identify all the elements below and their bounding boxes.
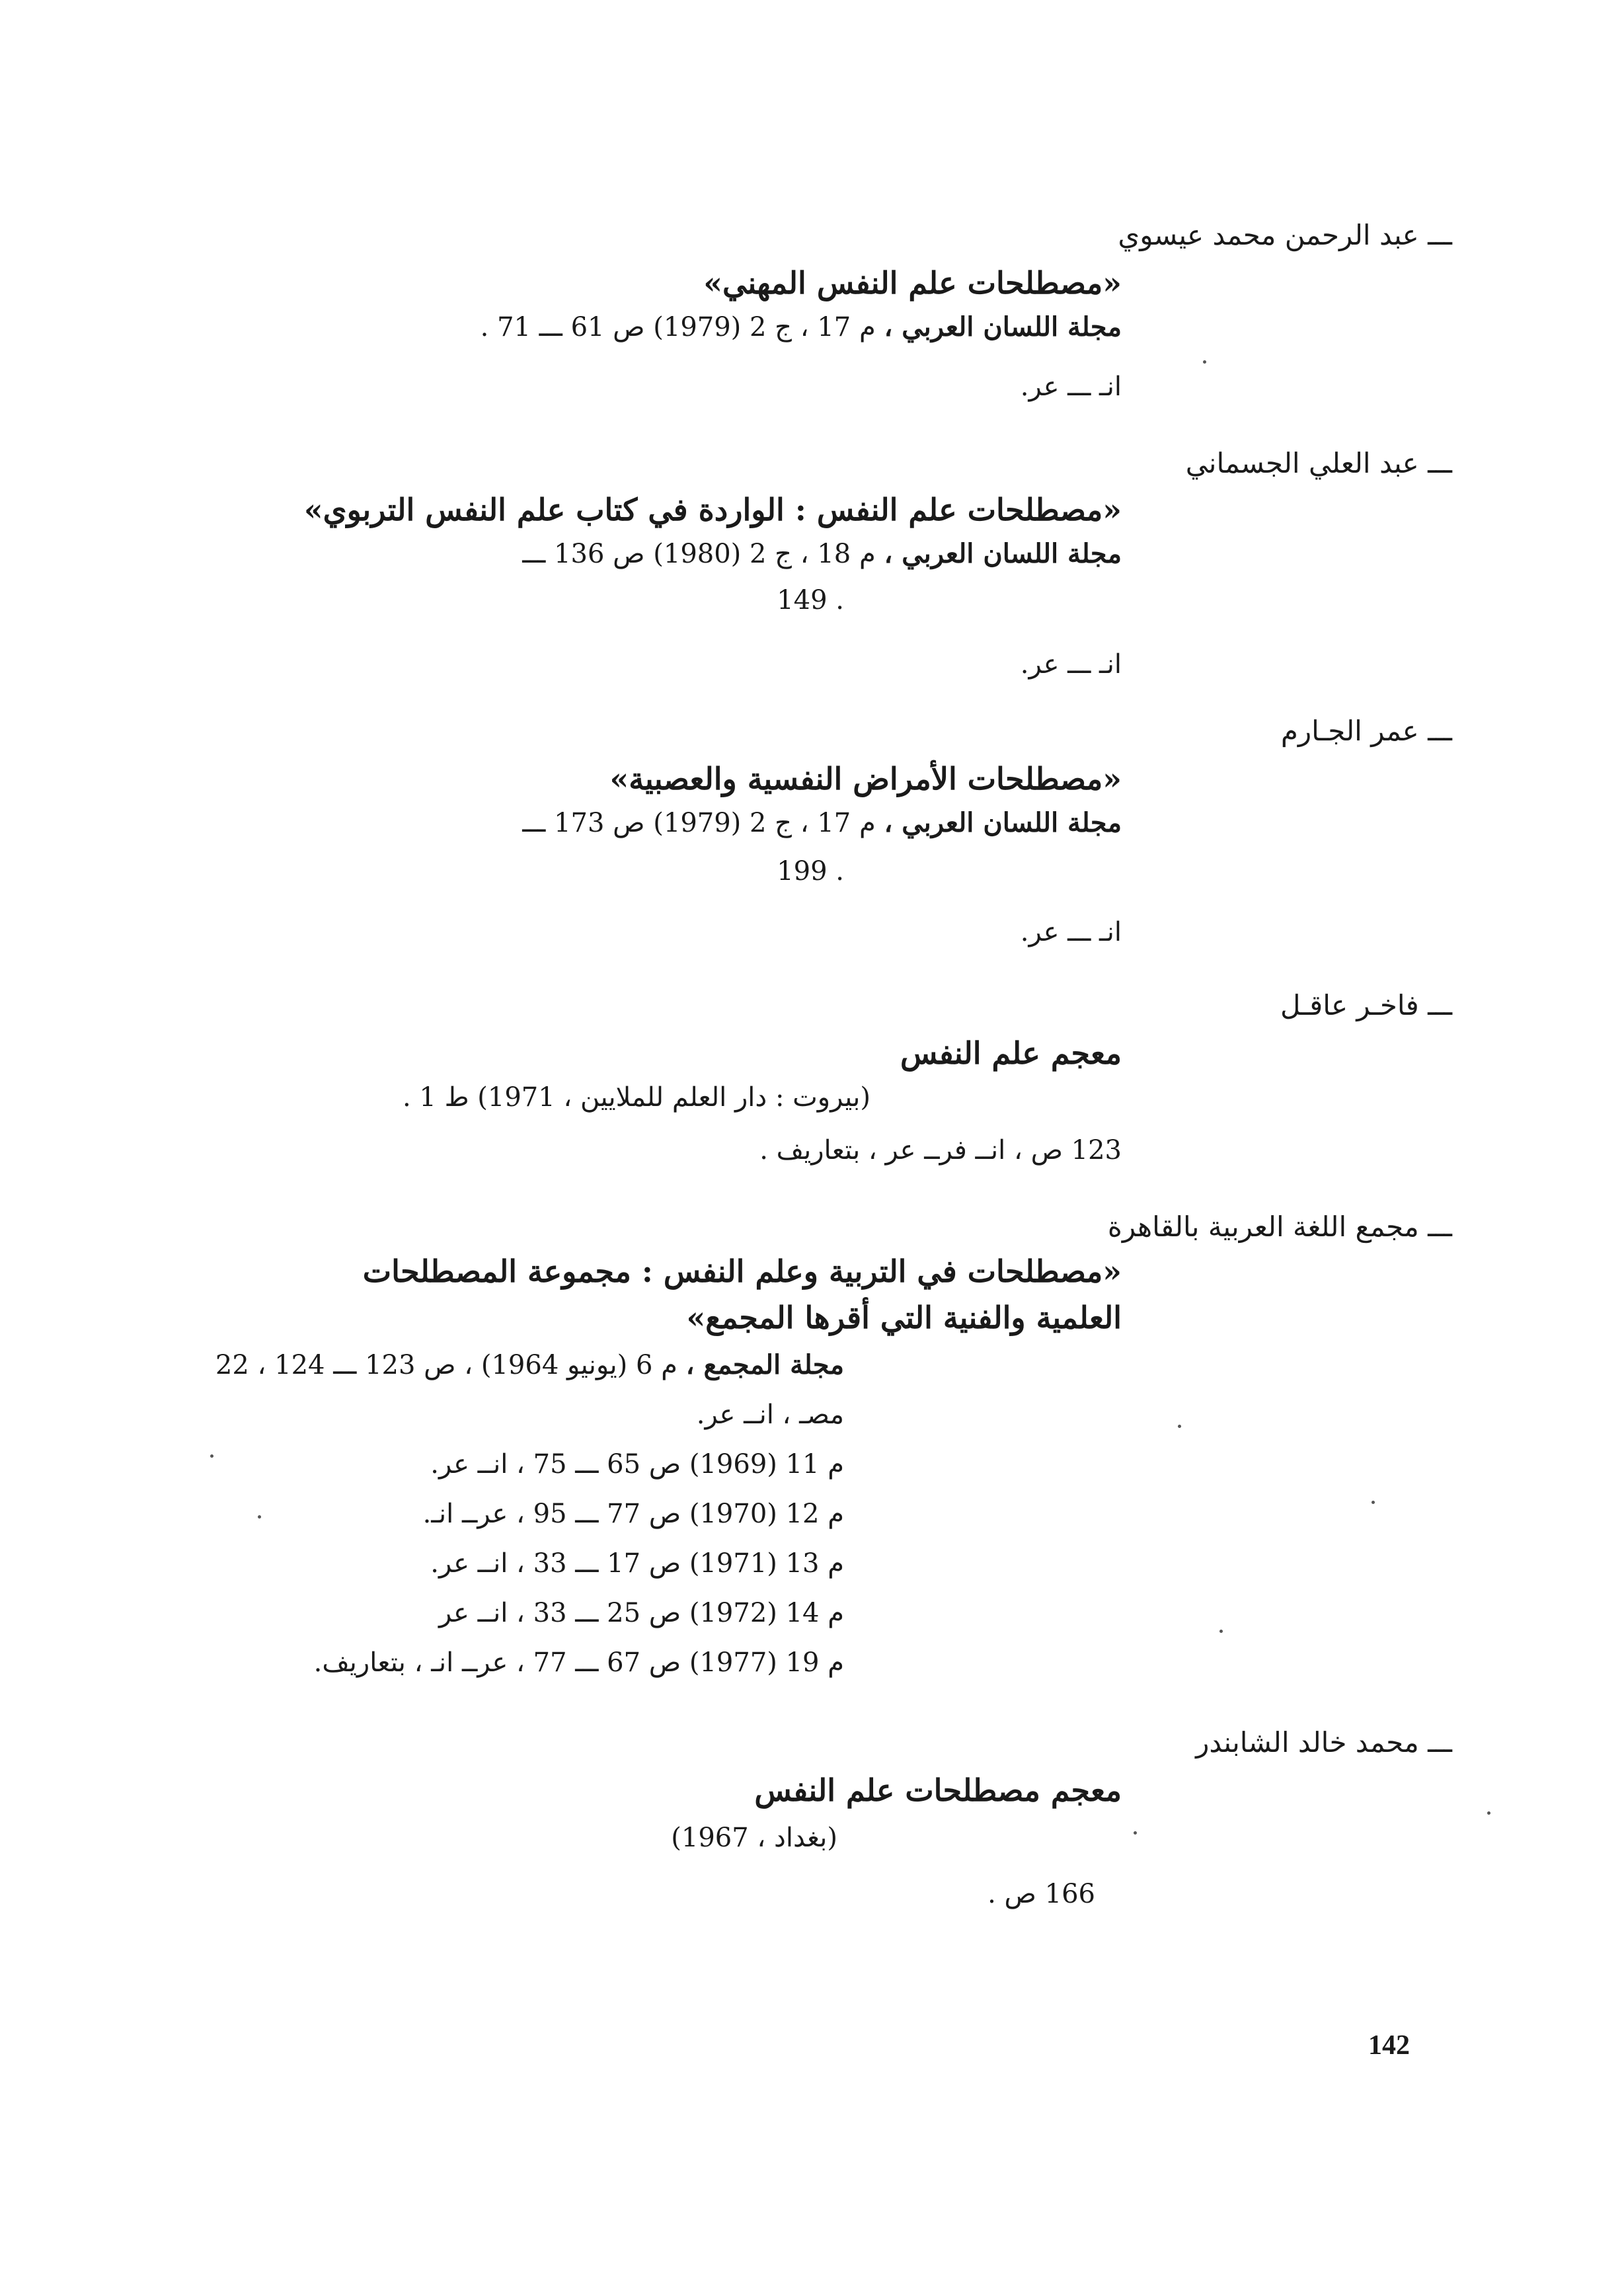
entry-1-citation [480,311,1122,342]
scan-speck [1178,1425,1181,1428]
citation-detail: م 17 ، ج 2 (1979) ص 173 ـــ [522,808,884,838]
journal-name: مجلة المجمع ، [685,1349,844,1380]
scan-speck [258,1515,261,1519]
entry-2-language: انـ ـــ عر. [1020,649,1122,680]
entry-5-author: ـــ مجمع اللغة العربية بالقاهرة [1107,1210,1452,1243]
entry-1-title: «مصطلحات علم النفس المهني» [703,265,1122,301]
scan-speck [1203,360,1206,364]
entry-4-pages: 123 ص ، انــ فرــ عر ، بتعاريف . [759,1135,1122,1166]
scan-speck [1219,1630,1223,1633]
entry-5-title-line-1: «مصطلحات في التربية وعلم النفس : مجموعة المصطلحات [362,1253,1122,1289]
entry-4-author: ـــ فاخـر عاقـل [1280,989,1452,1021]
journal-name: مجلة اللسان العربي ، [884,807,1122,838]
scan-speck [210,1454,213,1458]
entry-6-title: معجم مصطلحات علم النفس [754,1772,1122,1808]
entry-2-title: «مصطلحات علم النفس : الواردة في كتاب علم النفس التربوي» [303,492,1122,528]
entry-6-pages: 166 ص . [987,1879,1095,1909]
entry-5-citation [215,1349,844,1380]
entry-3-citation-cont: 199 . [777,856,844,887]
entry-3-author: ـــ عمر الجـارم [1280,715,1452,747]
entry-3-title: «مصطلحات الأمراض النفسية والعصبية» [609,761,1122,797]
entry-4-publisher: (بيروت : دار العلم للملايين ، 1971) ط 1 . [402,1082,870,1113]
entry-1-author: ـــ عبد الرحمن محمد عيسوي [1118,219,1452,251]
entry-2-author: ـــ عبد العلي الجسماني [1185,447,1452,479]
scan-speck [1134,1831,1137,1835]
entry-1-language: انـ ـــ عر. [1020,372,1122,402]
entry-6-author: ـــ محمد خالد الشابندر [1196,1726,1452,1759]
entry-2-citation [522,538,1122,569]
volume-line: م 14 (1972) ص 25 ـــ 33 ، انــ عر [438,1598,844,1628]
journal-name: مجلة اللسان العربي ، [884,538,1122,569]
citation-detail: م 6 (يونيو 1964) ، ص 123 ـــ 124 ، 22 [215,1350,686,1380]
entry-3-language: انـ ـــ عر. [1020,917,1122,947]
page-number: 142 [1368,2030,1410,2061]
entry-2-citation-cont: 149 . [777,585,844,615]
scan-speck [1372,1501,1375,1504]
entry-6-publisher: (بغداد ، 1967) [671,1823,837,1853]
journal-name: مجلة اللسان العربي ، [884,311,1122,342]
volume-line: م 11 (1969) ص 65 ـــ 75 ، انــ عر. [430,1449,844,1480]
entry-3-citation [522,807,1122,838]
scan-speck [1487,1811,1490,1815]
citation-detail: م 18 ، ج 2 (1980) ص 136 ـــ [522,539,884,569]
entry-5-citation-cont: مصـ ، انــ عر. [696,1400,844,1430]
volume-line: م 12 (1970) ص 77 ـــ 95 ، عرــ انـ. [422,1499,844,1529]
volume-line: م 13 (1971) ص 17 ـــ 33 ، انــ عر. [430,1548,844,1579]
citation-detail: م 17 ، ج 2 (1979) ص 61 ـــ 71 . [480,312,884,342]
volume-line: م 19 (1977) ص 67 ـــ 77 ، عرــ انـ ، بتعاريف. [313,1647,844,1678]
entry-5-title-line-2: العلمية والفنية التي أقرها المجمع» [686,1300,1122,1335]
entry-4-title: معجم علم النفس [900,1035,1122,1071]
